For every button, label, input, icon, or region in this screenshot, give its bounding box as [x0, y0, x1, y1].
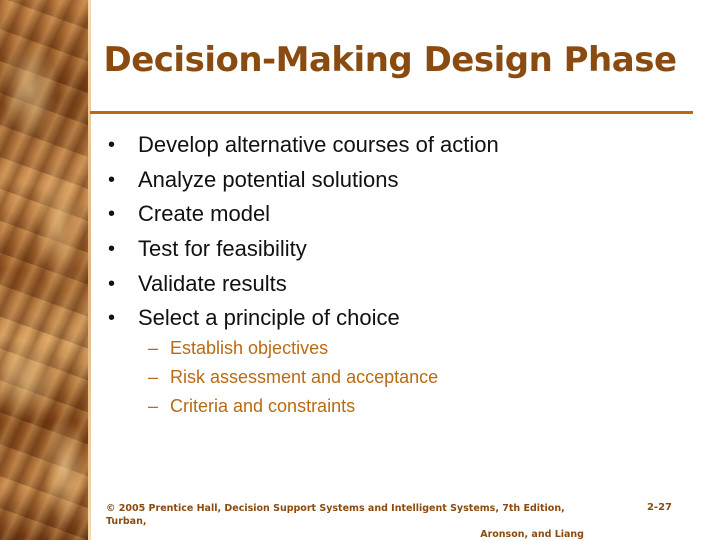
dash-icon: – — [148, 367, 159, 387]
sub-bullet-item — [148, 363, 438, 392]
dash-icon: – — [148, 338, 159, 358]
bullet-item — [108, 232, 499, 267]
slide-title: Decision-Making Design Phase — [103, 40, 677, 80]
footer-citation — [106, 502, 586, 541]
bullet-icon: • — [108, 134, 116, 156]
title-underline — [90, 111, 693, 114]
bullet-text: Select a principle of choice — [138, 305, 400, 331]
sub-bullet-text: Criteria and constraints — [170, 396, 356, 416]
footer-line-1: © 2005 Prentice Hall, Decision Support Systems and Intelligent Systems, 7th Edition, Turban, — [106, 503, 565, 527]
panel-edge-divider — [88, 0, 91, 540]
bullet-list — [108, 128, 499, 336]
sub-bullet-item — [148, 334, 438, 363]
bullet-icon: • — [108, 168, 116, 191]
bullet-text: Analyze potential solutions — [138, 166, 399, 192]
bullet-text: Develop alternative courses of action — [138, 132, 499, 157]
sub-bullet-text: Establish objectives — [170, 338, 329, 358]
sub-bullet-list — [148, 334, 438, 421]
dash-icon: – — [148, 396, 159, 416]
bullet-icon: • — [108, 272, 116, 295]
footer-line-2: Aronson, and Liang — [480, 529, 584, 540]
bullet-icon: • — [108, 238, 116, 261]
page-number: 2-27 — [646, 502, 672, 513]
sub-bullet-text: Risk assessment and acceptance — [170, 367, 439, 387]
bullet-text: Test for feasibility — [138, 236, 307, 262]
bullet-item — [108, 163, 499, 198]
wood-texture-panel — [0, 0, 90, 540]
bullet-item — [108, 267, 499, 302]
bullet-item — [108, 128, 499, 163]
bullet-item — [108, 197, 499, 232]
sub-bullet-item — [148, 392, 438, 421]
bullet-item — [108, 301, 499, 336]
bullet-text: Create model — [138, 201, 271, 227]
bullet-icon: • — [108, 307, 116, 330]
bullet-icon: • — [108, 203, 116, 226]
bullet-text: Validate results — [138, 270, 287, 296]
